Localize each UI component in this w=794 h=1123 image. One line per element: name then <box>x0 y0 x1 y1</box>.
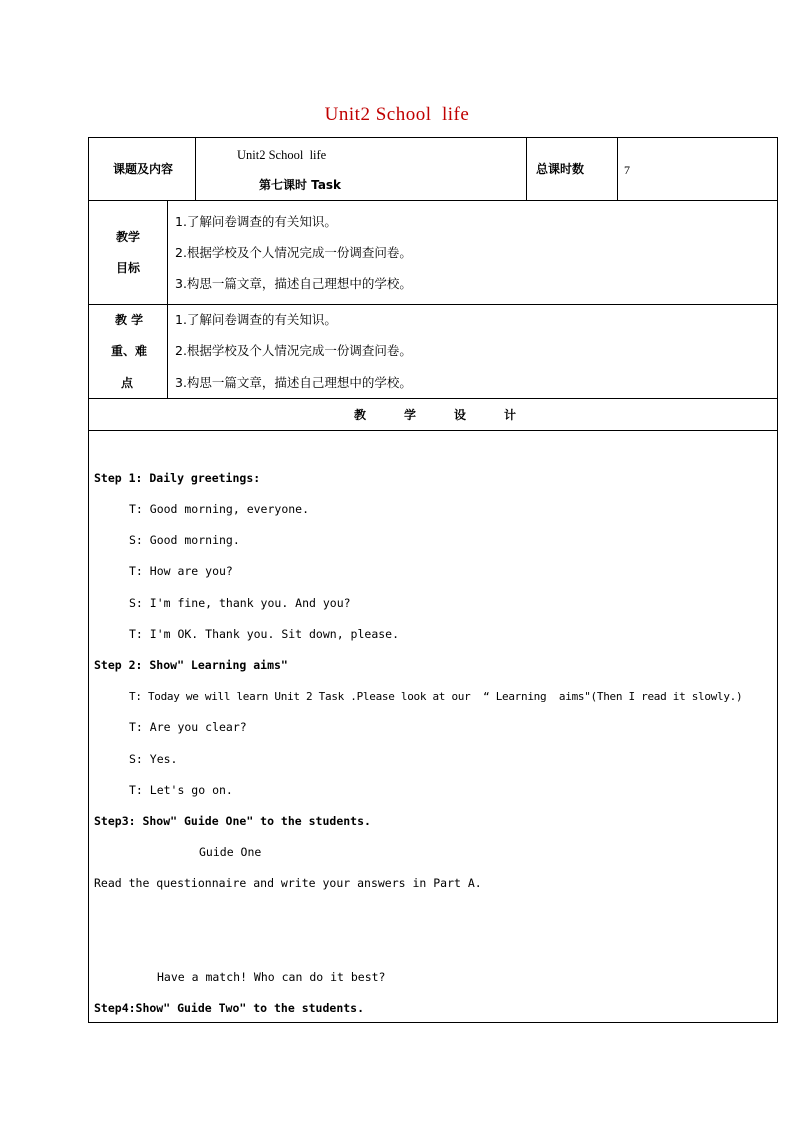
row-divider <box>89 398 777 399</box>
lesson-line: Read the questionnaire and write your answers in Part A. <box>94 876 482 890</box>
col-divider <box>617 138 618 200</box>
topic-line-1: Unit2 School life <box>237 148 327 162</box>
lesson-line: S: Yes. <box>129 752 178 766</box>
lesson-line: T: Let's go on. <box>129 783 233 797</box>
keypoint-item: 2.根据学校及个人情况完成一份调查问卷。 <box>175 343 412 358</box>
topic-line-2: 第七课时 Task <box>259 178 342 192</box>
goals-label-2: 目标 <box>116 261 141 275</box>
document-title: Unit2 School life <box>324 104 470 125</box>
lesson-line: T: Good morning, everyone. <box>129 502 310 516</box>
keypoints-label-1: 教 学 <box>115 313 144 327</box>
col-divider <box>167 200 168 398</box>
design-header-char: 教 <box>354 408 367 422</box>
keypoints-label-2: 重、难 <box>111 344 148 358</box>
topic-label: 课题及内容 <box>113 162 174 176</box>
total-hours-value: 7 <box>624 163 630 177</box>
lesson-step-heading: Step4:Show" Guide Two" to the students. <box>94 1001 365 1015</box>
lesson-plan-table <box>88 137 778 1023</box>
row-divider <box>89 304 777 305</box>
lesson-line: Have a match! Who can do it best? <box>157 970 386 984</box>
design-header-char: 计 <box>504 408 517 422</box>
col-divider <box>526 138 527 200</box>
goal-item: 1.了解问卷调查的有关知识。 <box>175 214 337 229</box>
goal-item: 2.根据学校及个人情况完成一份调查问卷。 <box>175 245 412 260</box>
total-hours-label: 总课时数 <box>536 162 585 176</box>
goals-label-1: 教学 <box>116 230 141 244</box>
lesson-step-heading: Step3: Show" Guide One" to the students. <box>94 814 371 828</box>
design-header-char: 学 <box>404 408 417 422</box>
keypoint-item: 3.构思一篇文章，描述自己理想中的学校。 <box>175 375 412 390</box>
lesson-line: T: Today we will learn Unit 2 Task .Please look at our “ Learning aims"(Then I read it slowly.) <box>129 690 743 703</box>
lesson-line: T: How are you? <box>129 564 233 578</box>
row-divider <box>89 430 777 431</box>
goal-item: 3.构思一篇文章，描述自己理想中的学校。 <box>175 276 412 291</box>
keypoints-label-3: 点 <box>121 376 134 390</box>
design-header-char: 设 <box>454 408 467 422</box>
lesson-line: T: Are you clear? <box>129 720 247 734</box>
keypoint-item: 1.了解问卷调查的有关知识。 <box>175 312 337 327</box>
col-divider <box>195 138 196 200</box>
lesson-line: T: I'm OK. Thank you. Sit down, please. <box>129 627 400 641</box>
lesson-line: S: I'm fine, thank you. And you? <box>129 596 351 610</box>
lesson-line: Guide One <box>199 845 262 859</box>
lesson-step-heading: Step 2: Show" Learning aims" <box>94 658 288 672</box>
lesson-line: S: Good morning. <box>129 533 240 547</box>
row-divider <box>89 200 777 201</box>
lesson-step-heading: Step 1: Daily greetings: <box>94 471 261 485</box>
